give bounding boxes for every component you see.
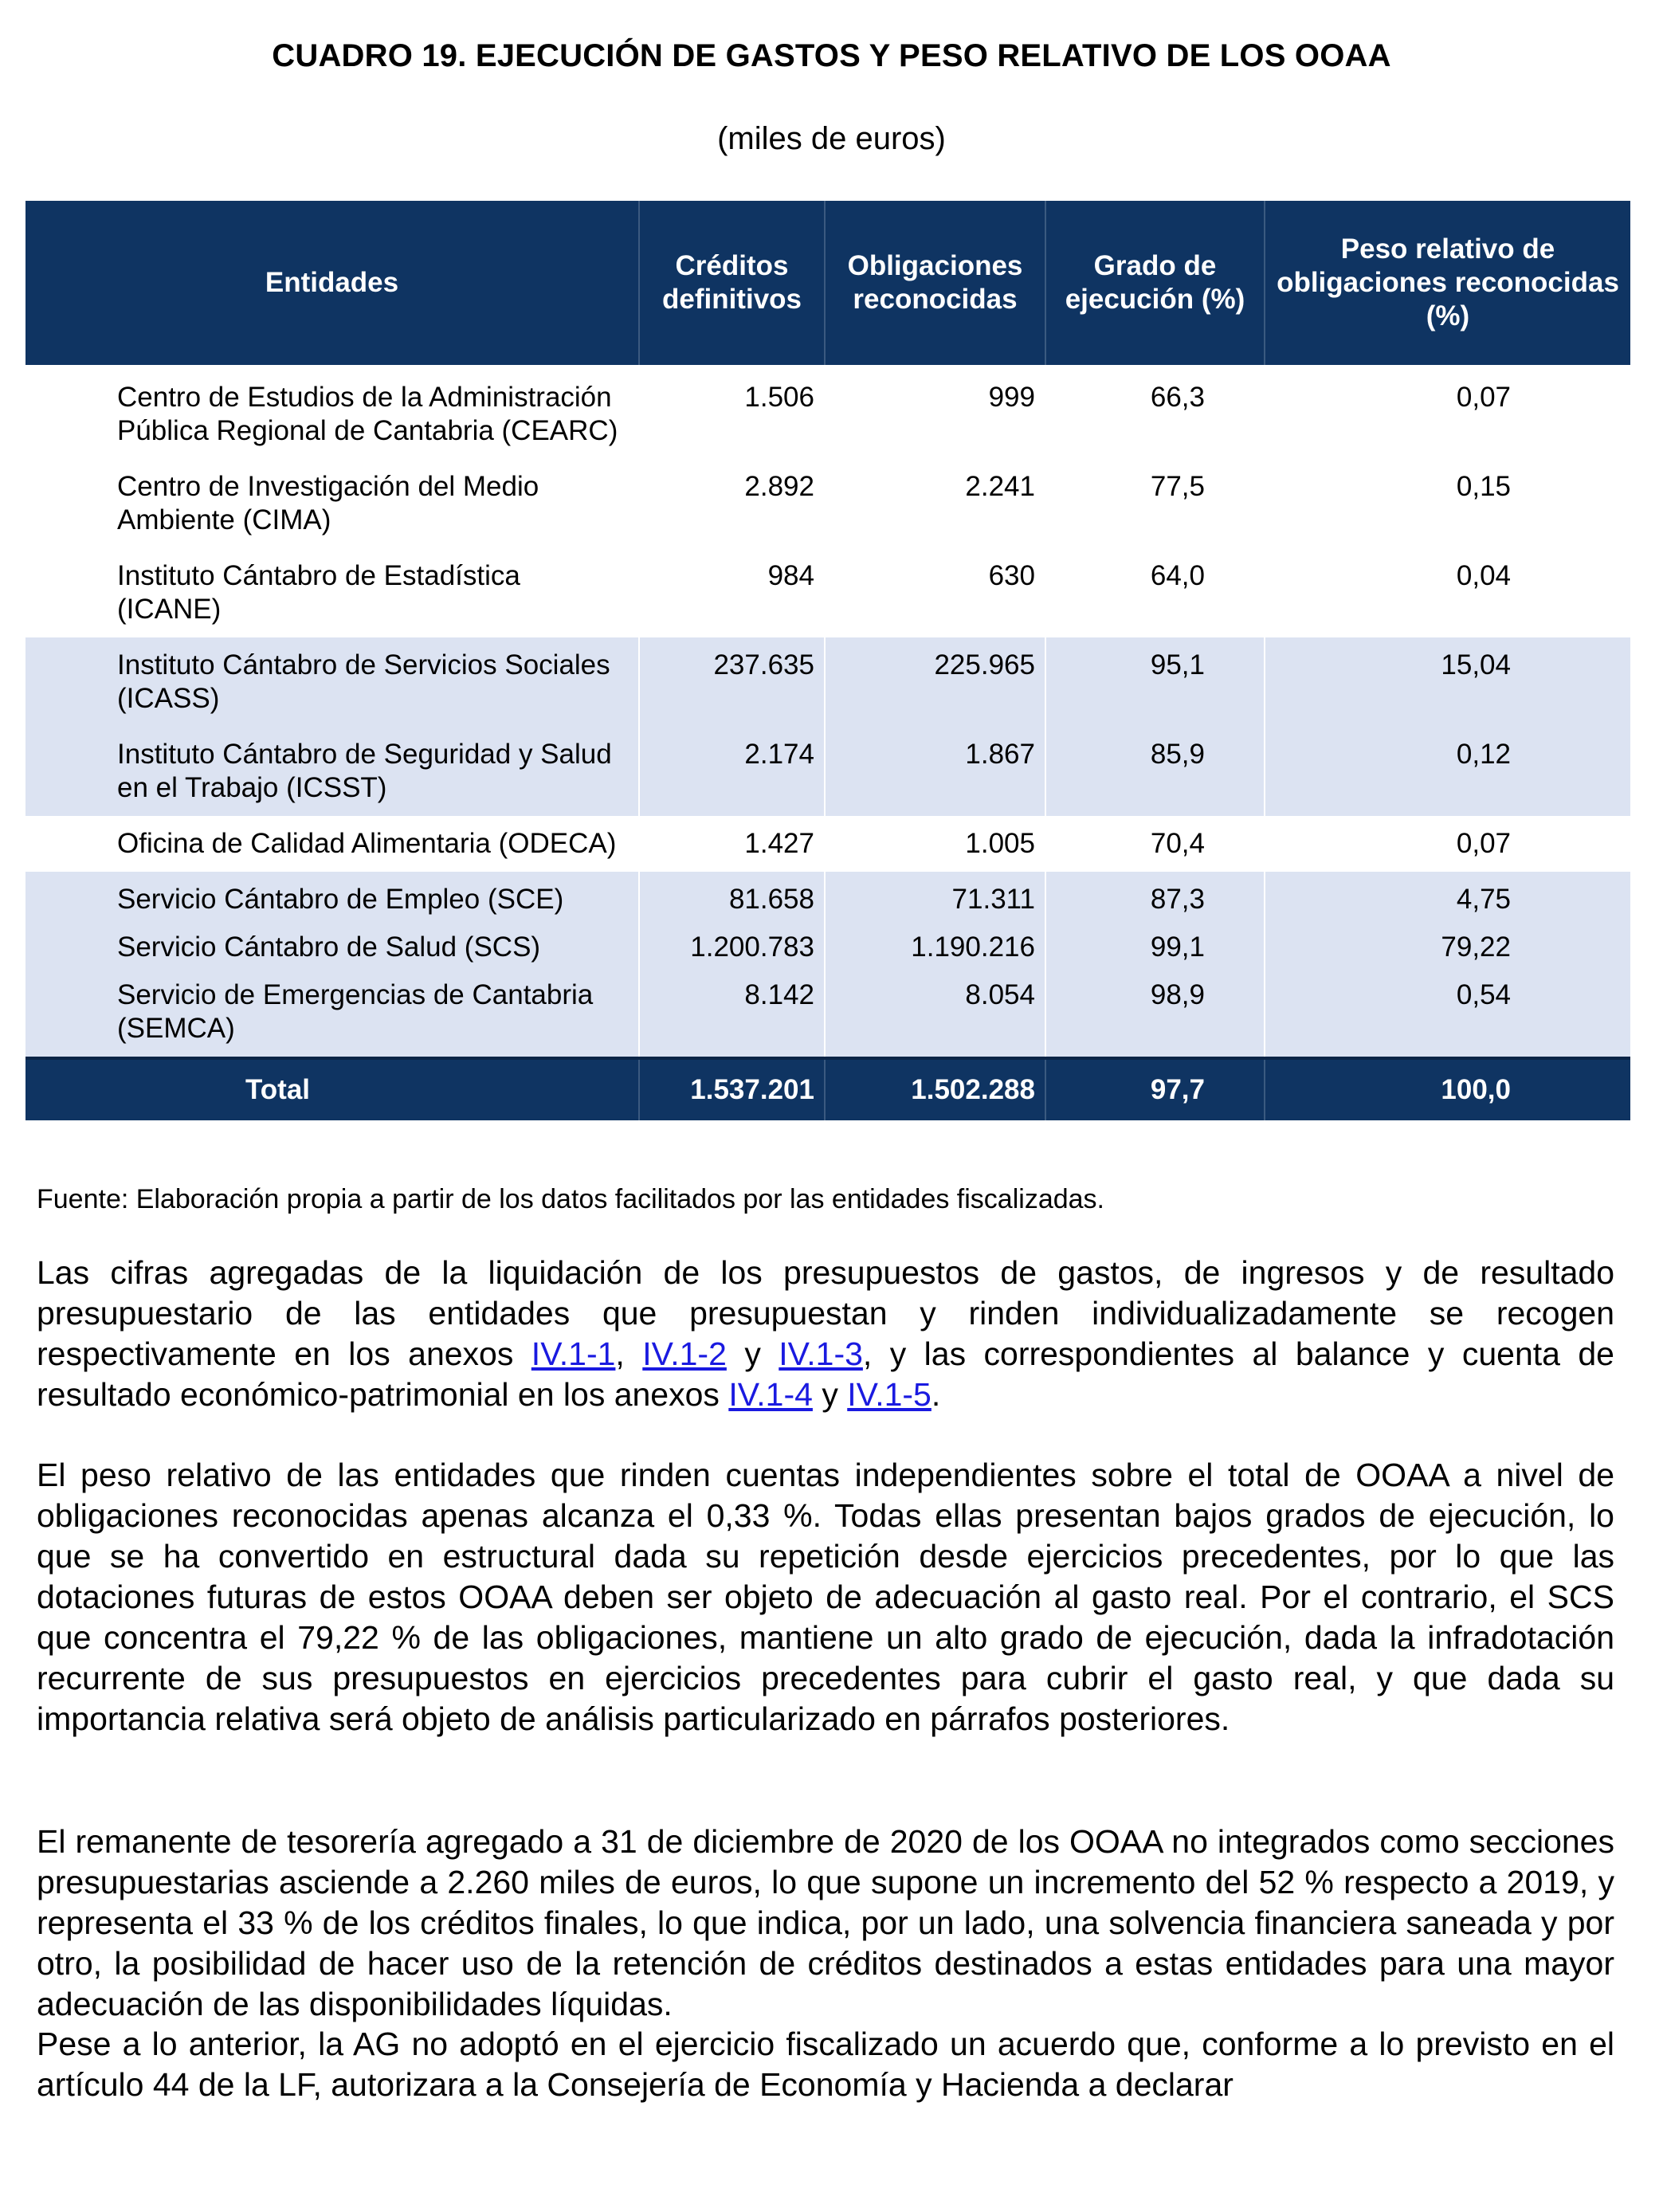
paragraph-relative-weight: El peso relativo de las entidades que rinden cuentas independientes sobre el total de OOAA a nivel de obligaciones reconocidas apenas alcanza el 0,33 %. Todas ellas presentan bajos grados de ejecución, lo que se ha convertido en estructural dada su repetición desde ejercicios precedentes, por lo que las dotaciones futuras de estos OOAA deben ser objeto de adecuación al gasto real. Por el contrario, el SCS que concentra el 79,22 % de las obligaciones, mantiene un alto grado de ejecución, dada la infradotación recurrente de sus presupuestos en ejercicios precedentes para cubrir el gasto real, y que dada su importancia relativa será objeto de análisis particularizado en párrafos posteriores. xyxy=(37,1457,1614,1737)
annex-link-iv-1-3[interactable]: IV.1-3 xyxy=(779,1335,863,1372)
paragraph-agreement: Pese a lo anterior, la AG no adoptó en el ejercicio fiscalizado un acuerdo que, conforme a lo previsto en el artículo 44 de la LF, autorizara a la Consejería de Economía y Hacienda a declarar xyxy=(37,2026,1614,2103)
creditos-cell: 81.658 xyxy=(639,872,825,928)
entity-name: Instituto Cántabro de Estadística (ICANE) xyxy=(117,560,520,625)
peso-cell: 0,54 xyxy=(1265,967,1630,1058)
entity-name: Servicio Cántabro de Empleo (SCE) xyxy=(25,872,639,928)
annex-link-iv-1-5[interactable]: IV.1-5 xyxy=(847,1376,932,1413)
table-row xyxy=(25,928,1630,967)
obligaciones-cell: 71.311 xyxy=(825,872,1045,928)
obligaciones-cell: 630 xyxy=(825,548,1045,637)
total-obligaciones: 1.502.288 xyxy=(825,1058,1045,1120)
paragraph-annexes: Las cifras agregadas de la liquidación de los presupuestos de gastos, de ingresos y de resultado presupuestario de las entidades que presupuestan y rinden individualizadamente se recogen respectivamente en los anexos IV.1-1, IV.1-2 y IV.1-3, y las correspondientes al balance y cuenta de resultado económico-patrimonial en los anexos IV.1-4 y IV.1-5. xyxy=(37,1254,1614,1413)
grado-cell: 64,0 xyxy=(1045,548,1265,637)
table-row xyxy=(25,727,1630,816)
peso-cell: 0,12 xyxy=(1265,727,1630,816)
grado-cell: 66,3 xyxy=(1045,365,1265,459)
header-creditos: Créditos definitivos xyxy=(639,201,825,365)
table-row xyxy=(25,459,1630,548)
creditos-cell: 1.200.783 xyxy=(639,928,825,967)
peso-cell: 0,04 xyxy=(1265,548,1630,637)
grado-cell: 70,4 xyxy=(1045,816,1265,872)
creditos-cell: 1.506 xyxy=(639,365,825,459)
table-total-row xyxy=(25,1058,1630,1120)
expenditure-table xyxy=(25,201,1630,1120)
table-row xyxy=(25,548,1630,637)
obligaciones-cell: 225.965 xyxy=(825,637,1045,727)
creditos-cell: 237.635 xyxy=(639,637,825,727)
obligaciones-cell: 2.241 xyxy=(825,459,1045,548)
entity-name: Centro de Estudios de la Administración Pública Regional de Cantabria (CEARC) xyxy=(117,382,618,446)
table-header-row xyxy=(25,201,1630,365)
paragraph-treasury-remnant: El remanente de tesorería agregado a 31 de diciembre de 2020 de los OOAA no integrados como secciones presupuestarias asciende a 2.260 miles de euros, lo que supone un incremento del 52 % respecto a 2019, y representa el 33 % de los créditos finales, lo que indica, por un lado, una solvencia financiera saneada y por otro, la posibilidad de hacer uso de la retención de créditos destinados a estas entidades para una mayor adecuación de las disponibilidades líquidas. xyxy=(37,1823,1614,2022)
table-row xyxy=(25,365,1630,459)
peso-cell: 4,75 xyxy=(1265,872,1630,928)
table-title: CUADRO 19. EJECUCIÓN DE GASTOS Y PESO RELATIVO DE LOS OOAA xyxy=(272,38,1391,73)
total-label: Total xyxy=(25,1058,639,1120)
peso-cell: 79,22 xyxy=(1265,928,1630,967)
entity-name: Oficina de Calidad Alimentaria (ODECA) xyxy=(117,828,617,859)
creditos-cell: 2.174 xyxy=(639,727,825,816)
peso-cell: 0,07 xyxy=(1265,816,1630,872)
total-peso: 100,0 xyxy=(1265,1058,1630,1120)
peso-cell: 0,07 xyxy=(1265,365,1630,459)
header-entidades: Entidades xyxy=(25,201,639,365)
grado-cell: 87,3 xyxy=(1045,872,1265,928)
obligaciones-cell: 1.005 xyxy=(825,816,1045,872)
entity-name: Instituto Cántabro de Servicios Sociales (ICASS) xyxy=(25,637,639,727)
table-row xyxy=(25,637,1630,727)
creditos-cell: 8.142 xyxy=(639,967,825,1058)
total-grado: 97,7 xyxy=(1045,1058,1265,1120)
peso-cell: 0,15 xyxy=(1265,459,1630,548)
grado-cell: 98,9 xyxy=(1045,967,1265,1058)
header-grado: Grado de ejecución (%) xyxy=(1045,201,1265,365)
obligaciones-cell: 1.190.216 xyxy=(825,928,1045,967)
obligaciones-cell: 999 xyxy=(825,365,1045,459)
grado-cell: 99,1 xyxy=(1045,928,1265,967)
creditos-cell: 2.892 xyxy=(639,459,825,548)
header-peso: Peso relativo de obligaciones reconocidas (%) xyxy=(1265,201,1630,365)
entity-name: Servicio Cántabro de Salud (SCS) xyxy=(25,928,639,967)
annex-link-iv-1-1[interactable]: IV.1-1 xyxy=(531,1335,616,1372)
grado-cell: 85,9 xyxy=(1045,727,1265,816)
annex-link-iv-1-4[interactable]: IV.1-4 xyxy=(728,1376,813,1413)
creditos-cell: 1.427 xyxy=(639,816,825,872)
entity-name: Centro de Investigación del Medio Ambiente (CIMA) xyxy=(117,471,539,535)
table-source-note: Fuente: Elaboración propia a partir de los datos facilitados por las entidades fiscalizadas. xyxy=(37,1184,1104,1214)
table-row xyxy=(25,967,1630,1058)
header-obligaciones: Obligaciones reconocidas xyxy=(825,201,1045,365)
obligaciones-cell: 8.054 xyxy=(825,967,1045,1058)
table-row xyxy=(25,816,1630,872)
total-creditos: 1.537.201 xyxy=(639,1058,825,1120)
grado-cell: 77,5 xyxy=(1045,459,1265,548)
grado-cell: 95,1 xyxy=(1045,637,1265,727)
peso-cell: 15,04 xyxy=(1265,637,1630,727)
obligaciones-cell: 1.867 xyxy=(825,727,1045,816)
creditos-cell: 984 xyxy=(639,548,825,637)
table-subtitle: (miles de euros) xyxy=(717,121,946,156)
annex-link-iv-1-2[interactable]: IV.1-2 xyxy=(642,1335,727,1372)
entity-name: Instituto Cántabro de Seguridad y Salud en el Trabajo (ICSST) xyxy=(25,727,639,816)
table-row xyxy=(25,872,1630,928)
entity-name: Servicio de Emergencias de Cantabria (SEMCA) xyxy=(25,967,639,1058)
